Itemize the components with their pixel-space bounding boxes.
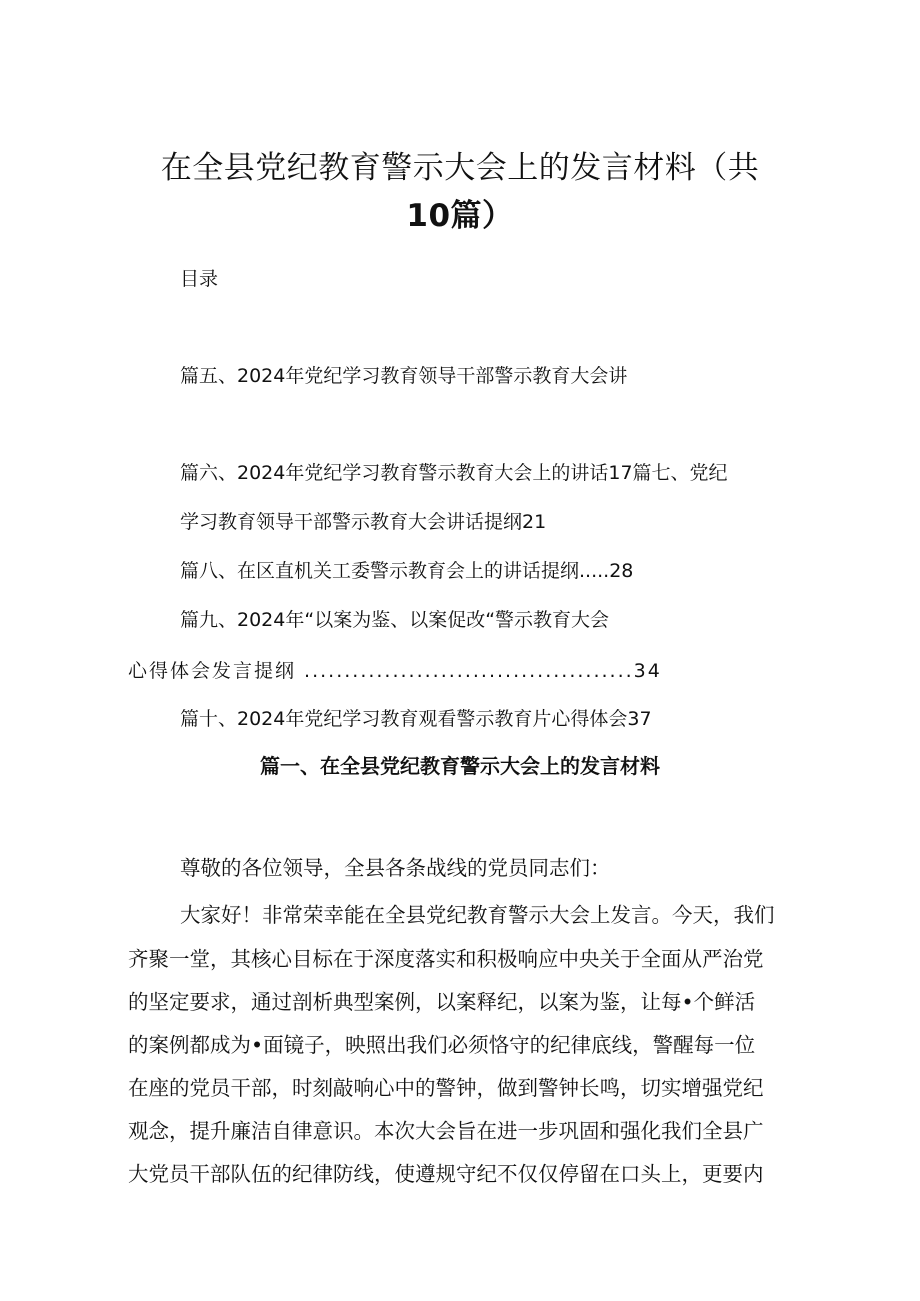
toc-entry: 篇六、2024年党纪学习教育警示教育大会上的讲话17篇七、党纪 (180, 462, 728, 484)
salutation: 尊敬的各位领导，全县各条战线的党员同志们： (180, 856, 611, 880)
toc-label: 目录 (180, 268, 219, 290)
toc-entry: 篇九、2024年“以案为鉴、以案促改“警示教育大会 (180, 609, 610, 631)
toc-entry: 篇五、2024年党纪学习教育领导干部警示教育大会讲 (180, 365, 628, 387)
body-line: 大家好！非常荣幸能在全县党纪教育警示大会上发言。今天，我们 (180, 903, 775, 927)
body-line: 观念，提升廉洁自律意识。本次大会旨在进一步巩固和强化我们全县广 (128, 1119, 764, 1143)
body-line: 大党员干部队伍的纪律防线，使遵规守纪不仅仅停留在口头上，更要内 (128, 1162, 764, 1186)
body-line: 在座的党员干部，时刻敲响心中的警钟，做到警钟长鸣，切实增强党纪 (128, 1076, 764, 1100)
body-line: 齐聚一堂，其核心目标在于深度落实和积极响应中央关于全面从严治党 (128, 947, 764, 971)
toc-entry: 学习教育领导干部警示教育大会讲话提纲21 (180, 511, 547, 533)
body-line: 的案例都成为•面镜子，映照出我们必须恪守的纪律底线，警醒每一位 (128, 1033, 756, 1057)
toc-entry: 篇八、在区直机关工委警示教育会上的讲话提纲.....28 (180, 560, 634, 582)
document-title-line-1: 在全县党纪教育警示大会上的发言材料（共 (160, 150, 760, 186)
toc-entry: 心得体会发言提纲 .........................................34 (128, 660, 662, 682)
document-title-line-2: 10篇） (406, 198, 514, 234)
toc-entry: 篇十、2024年党纪学习教育观看警示教育片心得体会37 (180, 708, 652, 730)
section-heading: 篇一、在全县党纪教育警示大会上的发言材料 (260, 754, 660, 778)
body-line: 的坚定要求，通过剖析典型案例，以案释纪，以案为鉴，让每•个鲜活 (128, 990, 756, 1014)
